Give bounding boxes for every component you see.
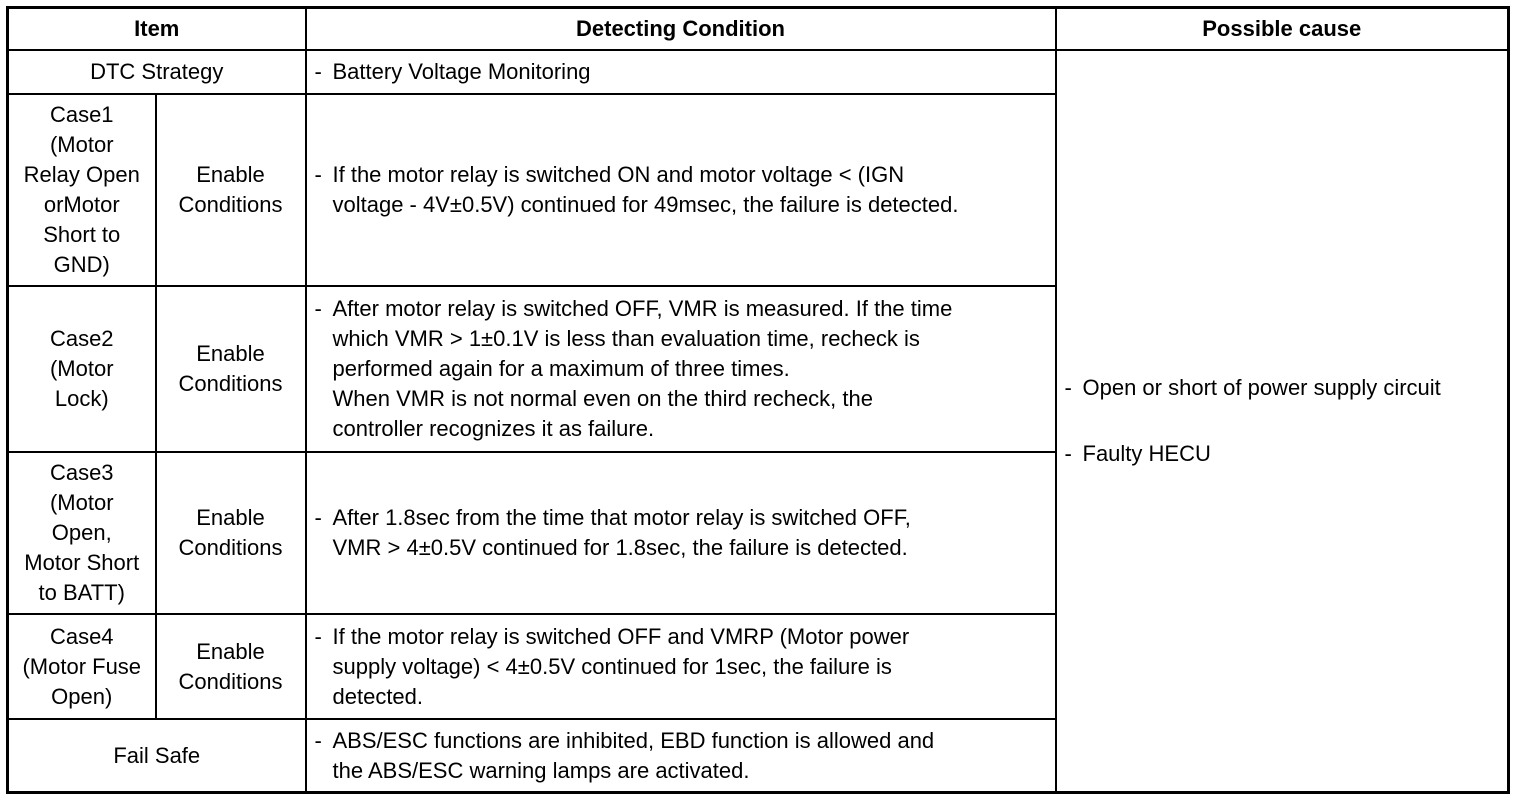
dtc-strategy-text: Battery Voltage Monitoring	[332, 59, 591, 84]
case4-name: Case4 (Motor Fuse Open)	[8, 614, 156, 719]
case3-condition	[306, 452, 1056, 614]
case1-condition-text: If the motor relay is switched ON and motor voltage < (IGN voltage - 4V±0.5V) continued for 49msec, the failure is detected.	[332, 162, 959, 217]
dtc-table	[6, 6, 1510, 794]
header-row	[8, 8, 1509, 51]
dtc-strategy-label: DTC Strategy	[8, 50, 306, 94]
possible-cause-1: Open or short of power supply circuit	[1082, 375, 1441, 400]
case1-enable-conditions: Enable Conditions	[156, 94, 306, 286]
bullet-dash: -	[314, 623, 322, 649]
case3-condition-text: After 1.8sec from the time that motor relay is switched OFF, VMR > 4±0.5V continued for 1.8sec, the failure is detected.	[332, 505, 911, 560]
bullet-dash: -	[314, 727, 322, 753]
case2-condition-text: After motor relay is switched OFF, VMR is measured. If the time which VMR > 1±0.1V is less than evaluation time, recheck is performed again for a maximum of three times. When VMR is not normal even on the third recheck, the controller recognizes it as failure.	[332, 296, 953, 441]
fail-safe-label: Fail Safe	[8, 719, 306, 793]
dtc-strategy-row	[8, 50, 1509, 94]
case2-condition	[306, 286, 1056, 452]
case3-enable-conditions: Enable Conditions	[156, 452, 306, 614]
header-item: Item	[8, 8, 306, 51]
bullet-dash: -	[1064, 441, 1072, 466]
header-possible-cause: Possible cause	[1056, 8, 1509, 51]
dtc-strategy-condition	[306, 50, 1056, 94]
bullet-dash: -	[314, 505, 322, 530]
case4-condition-text: If the motor relay is switched OFF and VMRP (Motor power supply voltage) < 4±0.5V continued for 1sec, the failure is detected.	[332, 623, 910, 709]
possible-cause-2: Faulty HECU	[1082, 441, 1211, 466]
header-detecting-condition: Detecting Condition	[306, 8, 1056, 51]
bullet-dash: -	[314, 296, 322, 321]
possible-cause-cell	[1056, 50, 1509, 793]
case1-condition	[306, 94, 1056, 286]
case4-condition	[306, 614, 1056, 719]
bullet-dash: -	[314, 162, 322, 187]
case1-name: Case1 (Motor Relay Open orMotor Short to GND)	[8, 94, 156, 286]
fail-safe-condition-text: ABS/ESC functions are inhibited, EBD function is allowed and the ABS/ESC warning lamps are activated.	[332, 727, 935, 783]
case2-enable-conditions: Enable Conditions	[156, 286, 306, 452]
fail-safe-condition	[306, 719, 1056, 793]
bullet-dash: -	[1064, 375, 1072, 400]
case3-name: Case3 (Motor Open, Motor Short to BATT)	[8, 452, 156, 614]
bullet-dash: -	[314, 59, 322, 84]
case4-enable-conditions: Enable Conditions	[156, 614, 306, 719]
case2-name: Case2 (Motor Lock)	[8, 286, 156, 452]
